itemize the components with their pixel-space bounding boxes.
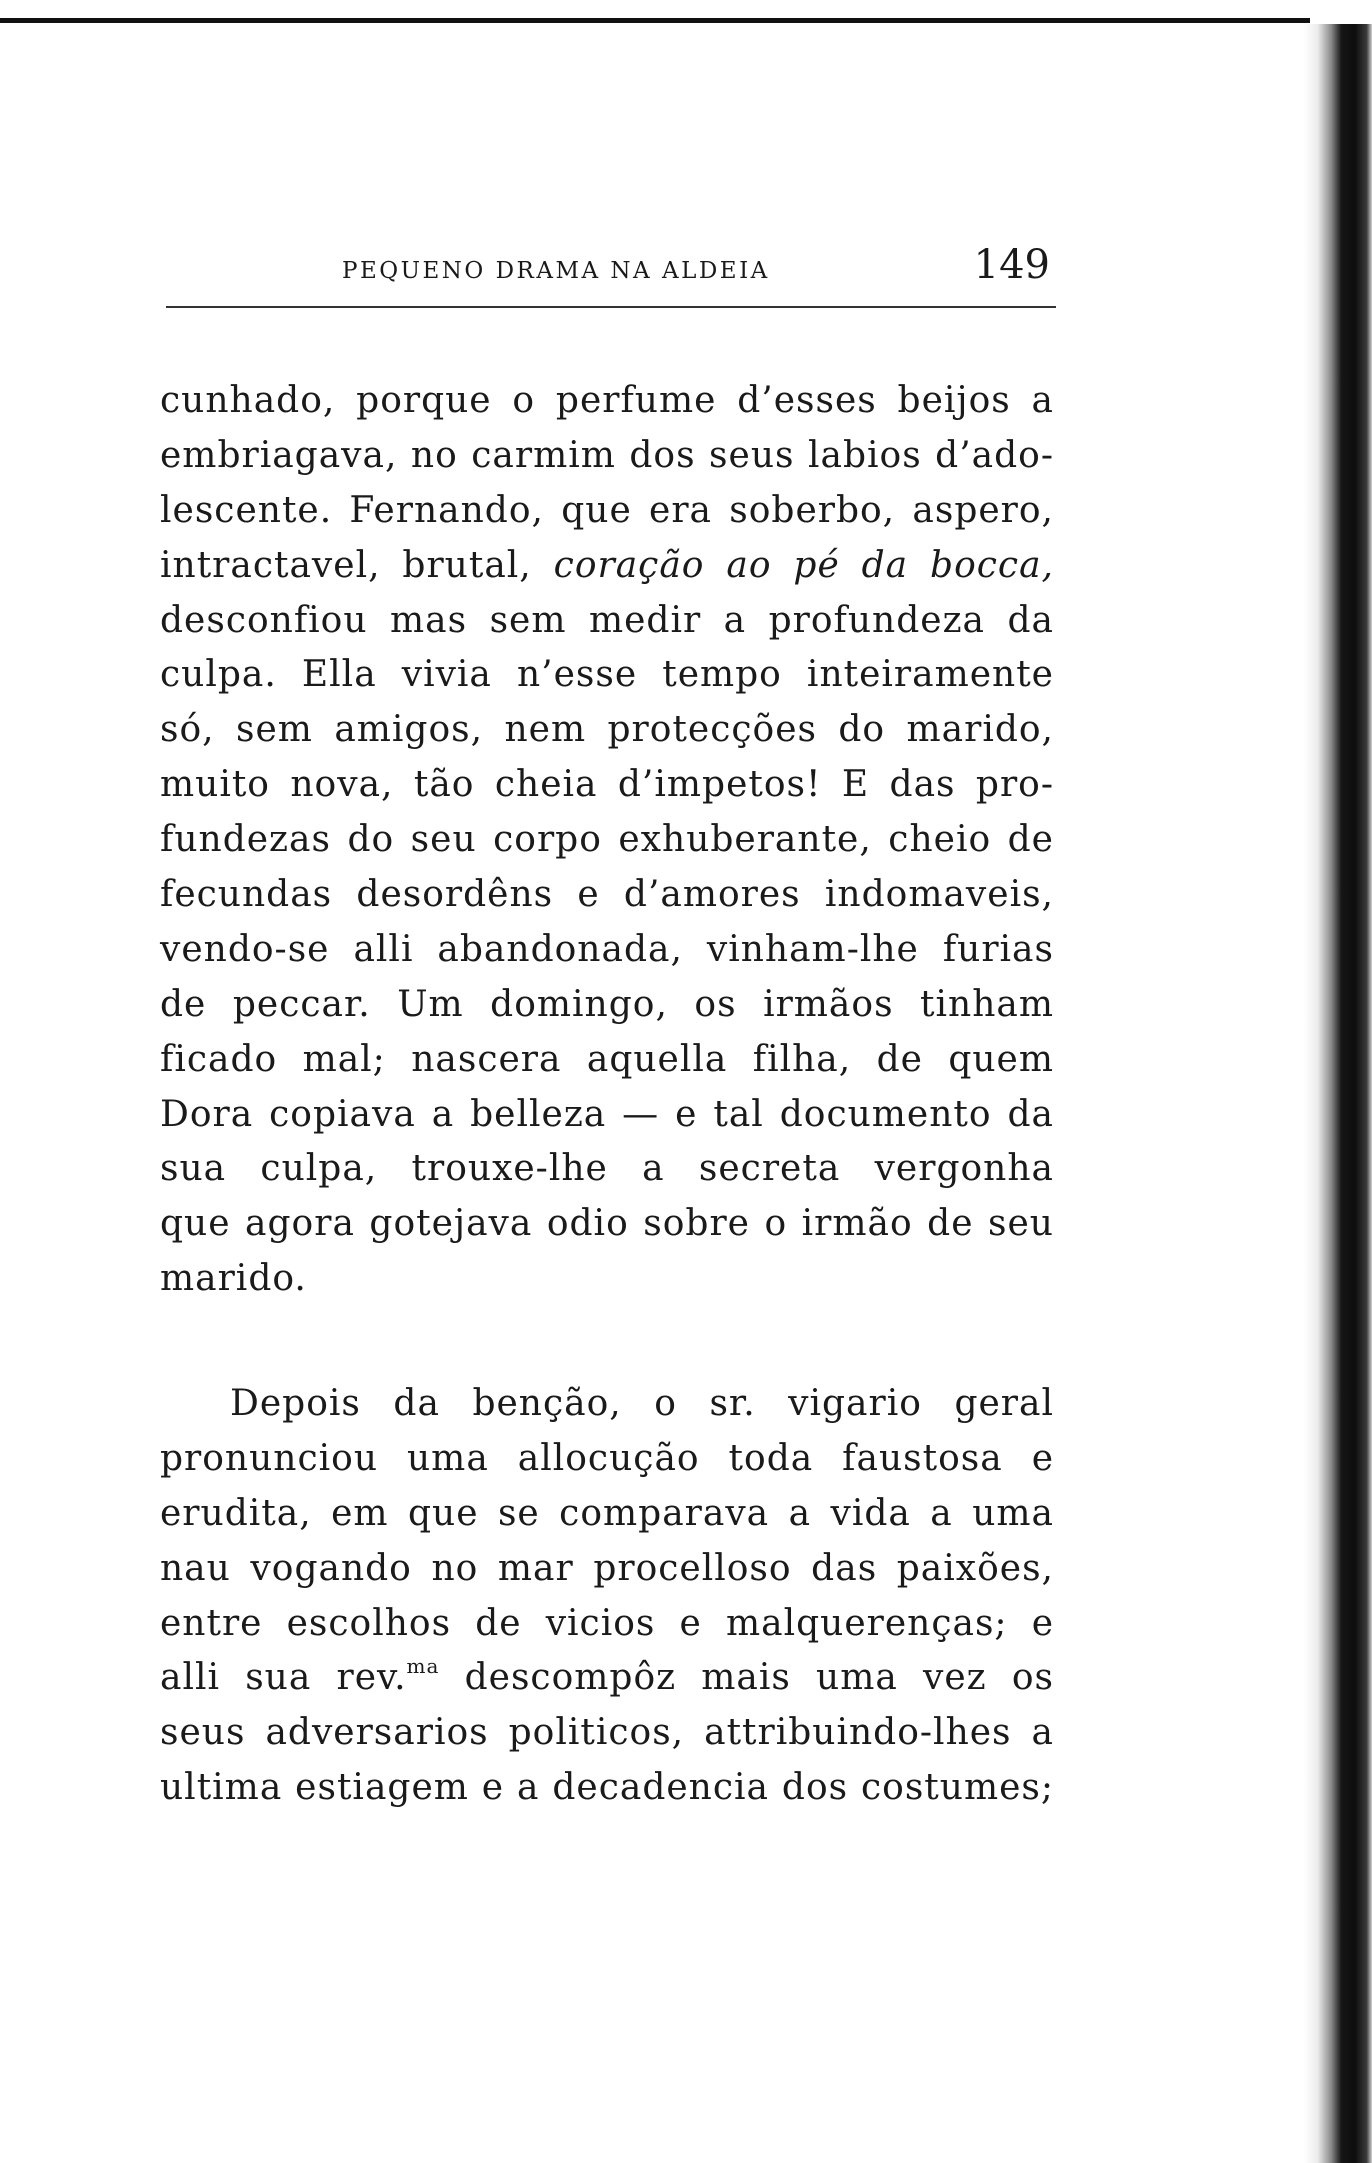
text-before-superscript: alli sua rev.	[160, 1657, 407, 1699]
text-line: erudita, em que se comparava a vida a uma	[160, 1492, 1054, 1534]
italic-phrase: coração ao pé da bocca,	[553, 544, 1054, 586]
superscript-abbrev: ma	[406, 1654, 440, 1679]
text-line: culpa. Ella vivia n’esse tempo inteiramente	[160, 654, 1054, 696]
text-line: muito nova, tão cheia d’impetos! E das pro-	[160, 764, 1054, 806]
running-title: PEQUENO DRAMA NA ALDEIA	[342, 258, 770, 284]
text-line	[160, 539, 1054, 594]
text-line: que agora gotejava odio sobre o irmão de seu	[160, 1203, 1054, 1245]
text-line: pronunciou uma allocução toda faustosa e	[160, 1437, 1054, 1479]
text-line: fecundas desordêns e d’amores indomaveis,	[160, 874, 1054, 916]
text-line: vendo-se alli abandonada, vinham-lhe furias	[160, 928, 1054, 970]
text-line: entre escolhos de vicios e malquerenças; e	[160, 1602, 1054, 1644]
text-line: marido.	[160, 1258, 307, 1300]
page-edge-shadow	[1304, 24, 1372, 2163]
text-line	[160, 1651, 1054, 1706]
top-border-rule	[0, 18, 1310, 23]
text-line: desconfiou mas sem medir a profundeza da	[160, 599, 1054, 641]
text-line: embriagava, no carmim dos seus labios d’ado-	[160, 434, 1054, 476]
text-line: ficado mal; nascera aquella filha, de quem	[160, 1038, 1054, 1080]
text-roman: intractavel, brutal,	[160, 544, 554, 586]
text-line: ultima estiagem e a decadencia dos costumes;	[160, 1767, 1054, 1809]
text-after-superscript: descompôz mais uma vez os	[439, 1657, 1054, 1699]
text-line: seus adversarios politicos, attribuindo-lhes a	[160, 1712, 1054, 1754]
page-number: 149	[973, 242, 1050, 288]
text-line: cunhado, porque o perfume d’esses beijos a	[160, 380, 1054, 421]
text-line: Dora copiava a belleza — e tal documento da	[160, 1093, 1054, 1135]
text-line: nau vogando no mar procelloso das paixões,	[160, 1547, 1054, 1589]
text-line: só, sem amigos, nem protecções do marido,	[160, 709, 1054, 751]
text-line: lescente. Fernando, que era soberbo, aspero,	[160, 489, 1054, 531]
text-line: de peccar. Um domingo, os irmãos tinham	[160, 983, 1054, 1025]
text-line: fundezas do seu corpo exhuberante, cheio de	[160, 819, 1054, 861]
running-header	[166, 240, 1056, 308]
text-line: Depois da benção, o sr. vigario geral	[230, 1383, 1054, 1424]
paragraph-2	[160, 1377, 1054, 1816]
text-line: sua culpa, trouxe-lhe a secreta vergonha	[160, 1148, 1054, 1190]
paragraph-1	[160, 374, 1054, 1307]
